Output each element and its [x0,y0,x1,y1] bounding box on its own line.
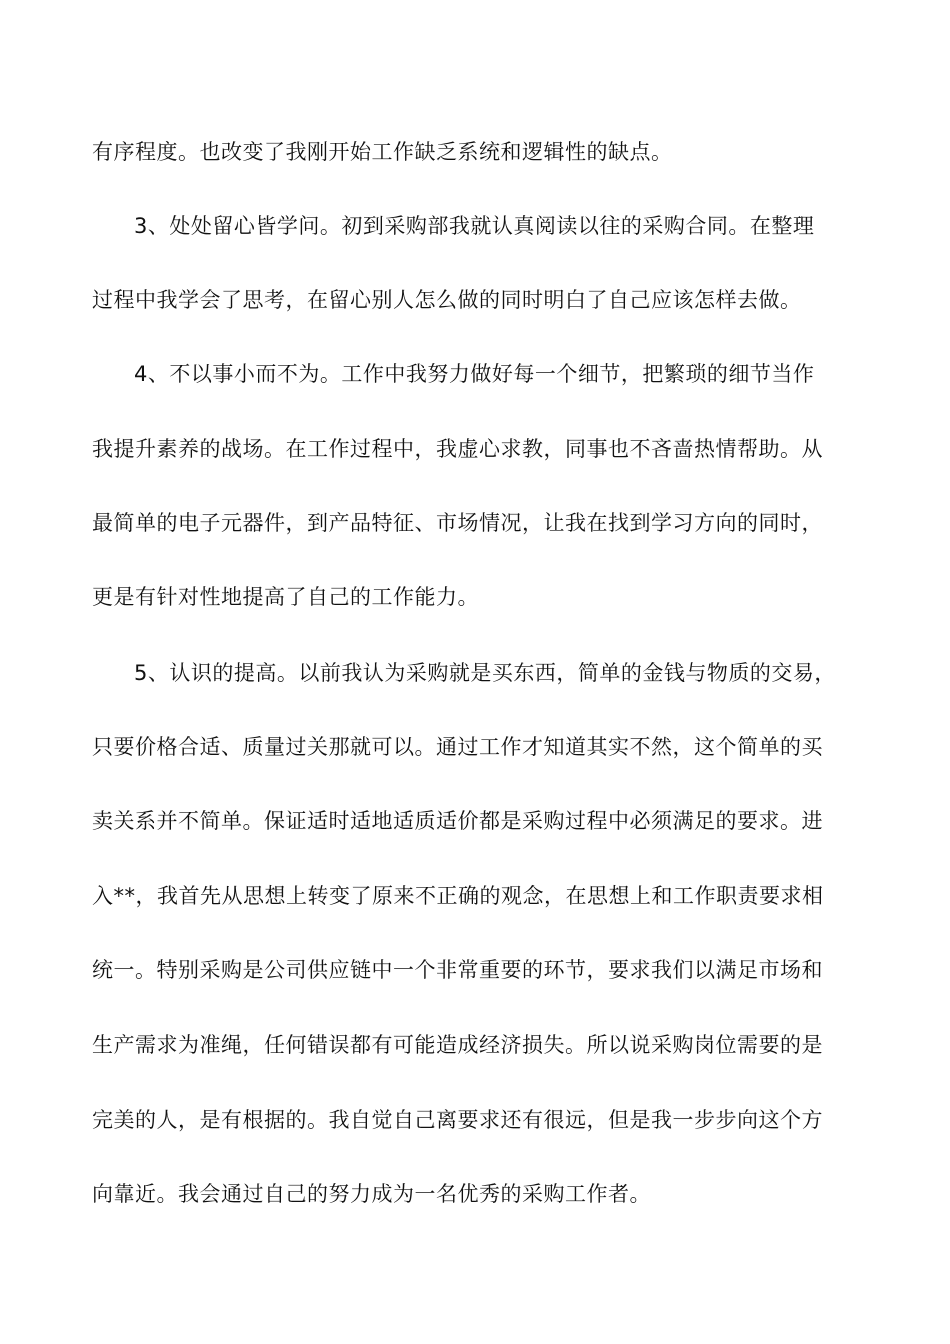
paragraph-line: 我提升素养的战场。在工作过程中，我虚心求教，同事也不吝啬热情帮助。从 [92,437,823,461]
paragraph-line: 完美的人，是有根据的。我自觉自己离要求还有很远，但是我一步步向这个方 [92,1108,823,1132]
paragraph-line: 生产需求为准绳，任何错误都有可能造成经济损失。所以说采购岗位需要的是 [92,1033,823,1057]
paragraph-line: 卖关系并不简单。保证适时适地适质适价都是采购过程中必须满足的要求。进 [92,809,823,833]
paragraph-line: 4、不以事小而不为。工作中我努力做好每一个细节，把繁琐的细节当作 [134,362,815,386]
paragraph-line: 有序程度。也改变了我刚开始工作缺乏系统和逻辑性的缺点。 [92,140,673,164]
paragraph-line: 向靠近。我会通过自己的努力成为一名优秀的采购工作者。 [92,1182,651,1206]
paragraph-line: 更是有针对性地提高了自己的工作能力。 [92,585,479,609]
paragraph-line: 过程中我学会了思考，在留心别人怎么做的同时明白了自己应该怎样去做。 [92,288,802,312]
paragraph-line: 统一。特别采购是公司供应链中一个非常重要的环节，要求我们以满足市场和 [92,958,823,982]
paragraph-line: 5、认识的提高。以前我认为采购就是买东西，简单的金钱与物质的交易， [134,661,836,685]
paragraph-line: 3、处处留心皆学问。初到采购部我就认真阅读以往的采购合同。在整理 [134,214,815,238]
paragraph-line: 入**，我首先从思想上转变了原来不正确的观念，在思想上和工作职责要求相 [92,884,824,908]
paragraph-line: 只要价格合适、质量过关那就可以。通过工作才知道其实不然，这个简单的买 [92,735,823,759]
paragraph-line: 最简单的电子元器件，到产品特征、市场情况，让我在找到学习方向的同时， [92,511,823,535]
